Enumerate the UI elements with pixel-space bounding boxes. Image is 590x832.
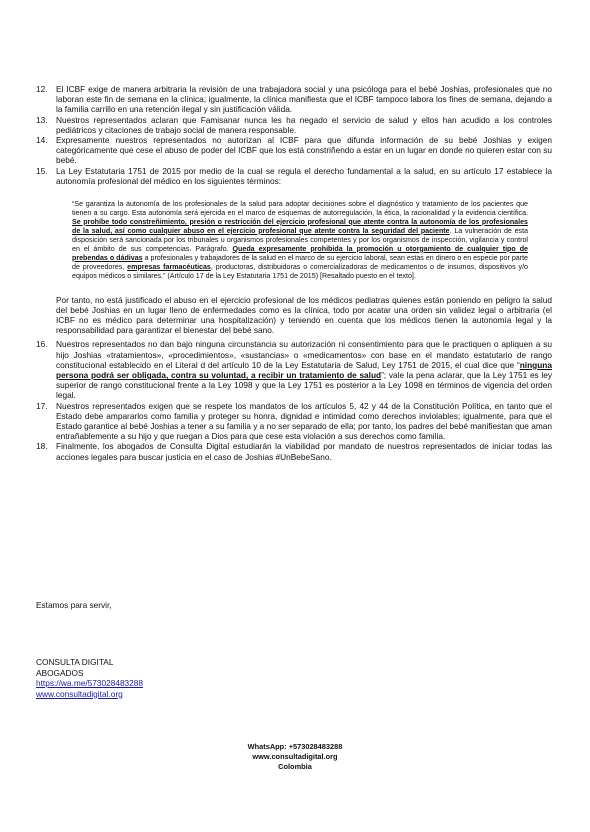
item-text: ”; vale la pena aclarar, que la Ley 1751 es ley superior de rango constitucional frente a la Ley 1098 y que la Ley 1751 es posterior a la Ley 1098 en términos de vigencia del orden legal.	[56, 370, 553, 401]
firm-role: ABOGADOS	[36, 667, 84, 678]
quote-highlight: Se prohíbe todo constreñimiento, presión o restricción del ejercicio profesional que atente contra la autonomía de los profesionales de la salud, así como cualquier abuso en el ejercicio profesional que atente contra la seguridad del paciente	[72, 217, 528, 235]
footer-country: Colombia	[278, 762, 312, 772]
closing-line: Estamos para servir,	[36, 600, 112, 610]
item-text: Nuestros representados aclaran que Famisanar nunca les ha negado el servicio de salud y ellos han acudido a los controles pediátricos y citaciones de trabajo social de manera responsable.	[56, 114, 552, 135]
signature-block	[36, 657, 143, 699]
website-link[interactable]: www.consultadigital.org	[36, 688, 123, 699]
item-text: Nuestros representados exigen que se respete los mandatos de los artículos 5, 42 y 44 de la Constitución Política, en tanto que el Estado debe ampararlos como familia y proteger su honra, dignidad e intimidad como derechos inviolables; igualmente, para que el Estado garantice al bebé Joshias a tener a su familia y a no ser separado de ella; por tanto, los padres del bebé manifiestan que aman entrañablemente a su hijo y que ruegan a Dios para que cese esta violación a sus derechos como familia.	[56, 400, 552, 442]
item-number: 14.	[36, 135, 48, 146]
list-item	[0, 84, 590, 115]
quote-highlight: Queda expresamente prohibida la promoción u otorgamiento de cualquier tipo de prebendas o dádivas	[72, 244, 528, 262]
list-item	[0, 135, 590, 166]
quote-text: . La vulneración de esta disposición será sancionada por los tribunales u organismos profesionales competentes y por los organismos de inspección, vigilancia y control en el ámbito de sus competencias. Parágrafo.	[72, 226, 528, 253]
page-footer	[0, 742, 590, 773]
item-text: Nuestros representados no dan bajo ninguna circunstancia su autorización ni consentimiento para que le practiquen o apliquen a su hijo Joshias «tratamientos», «procedimientos», «sustancias» o «medicamentos» con base en el mandato estatutario de rango constitucional establecido en el Literal d del artículo 10 de la Ley Estatutaria de Salud, Ley 1751 de 2015, el cual dice que “	[56, 339, 552, 370]
body-paragraph: Por tanto, no está justificado el abuso en el ejercicio profesional de los médicos pediatras quienes están poniendo en peligro la salud del bebé Joshias en un lugar lleno de enfermedades como es la clínica, todo por acatar una orden sin validez legal o arbitraria (el ICBF no es médico para determinar una hospitalización) y teniendo en cuenta que los médicos tienen la autonomía legal y la responsabilidad para garantizar el bienestar del bebé sano.	[56, 294, 552, 336]
item-number: 17.	[36, 400, 48, 411]
whatsapp-link[interactable]: https://wa.me/573028483288	[36, 678, 144, 689]
item-text: Finalmente, los abogados de Consulta Digital estudiarán la viabilidad por mandato de nuestros representados de iniciar todas las acciones legales para buscar justicia en el caso de Joshias #UnBebeSano.	[56, 441, 552, 462]
item-highlight: ninguna persona podrá ser obligada, contra su voluntad, a recibir un tratamiento de salud	[56, 359, 552, 381]
quote-highlight: empresas farmacéuticas	[127, 262, 211, 271]
list-item	[0, 401, 590, 442]
footer-website: www.consultadigital.org	[252, 752, 338, 762]
firm-name: CONSULTA DIGITAL	[36, 657, 114, 667]
item-text: Expresamente nuestros representados no autorizan al ICBF para que difunda información de su bebé Joshias y exigen categóricamente que cese el abuso de poder del ICBF que los está constriñendo a estar en un lugar en donde no quieren estar con su bebé.	[56, 135, 552, 166]
numbered-list	[0, 84, 590, 462]
quote-text: a profesionales y trabajadores de la salud en el marco de su ejercicio laboral, sean estas en dinero o en especie por parte de proveedores,	[72, 253, 529, 271]
footer-whatsapp: WhatsApp: +573028483288	[247, 742, 343, 751]
quote-text: , productoras, distribuidoras o comercializadoras de medicamentos o de insumos, dispositivos y/o equipos médicos o similares.” (Artículo 17 de la Ley Estatutaria 1751 de 2015) [Resaltado puesto en el texto].	[72, 262, 528, 280]
law-quote	[72, 200, 528, 281]
item-number: 13.	[36, 114, 48, 125]
list-item	[0, 441, 590, 461]
list-item	[0, 166, 590, 186]
item-number: 12.	[36, 84, 48, 94]
list-item	[0, 115, 590, 135]
item-number: 18.	[36, 441, 48, 452]
item-text: El ICBF exige de manera arbitraria la revisión de una trabajadora social y una psicóloga para el bebé Joshias, profesionales que no laboran este fin de semana en la clínica; igualmente, la clínica manifiesta que el ICBF tampoco labora los fines de semana, dejando a la familia carrillo en una retención ilegal y sin justificación válida.	[56, 84, 552, 115]
quote-text: “Se garantiza la autonomía de los profesionales de la salud para adoptar decisiones sobre el diagnóstico y tratamiento de los pacientes que tienen a su cargo. Esta autonomía será ejercida en el marco de esquemas de autorregulación, la ética, la racionalidad y la evidencia científica.	[72, 200, 528, 217]
item-number: 15.	[36, 165, 48, 176]
item-text: La Ley Estatutaria 1751 de 2015 por medio de la cual se regula el derecho fundamental a la salud, en su artículo 17 establece la autonomía profesional del médico en los siguientes términos:	[56, 165, 552, 186]
item-number: 16.	[36, 339, 48, 350]
list-item	[0, 339, 590, 400]
